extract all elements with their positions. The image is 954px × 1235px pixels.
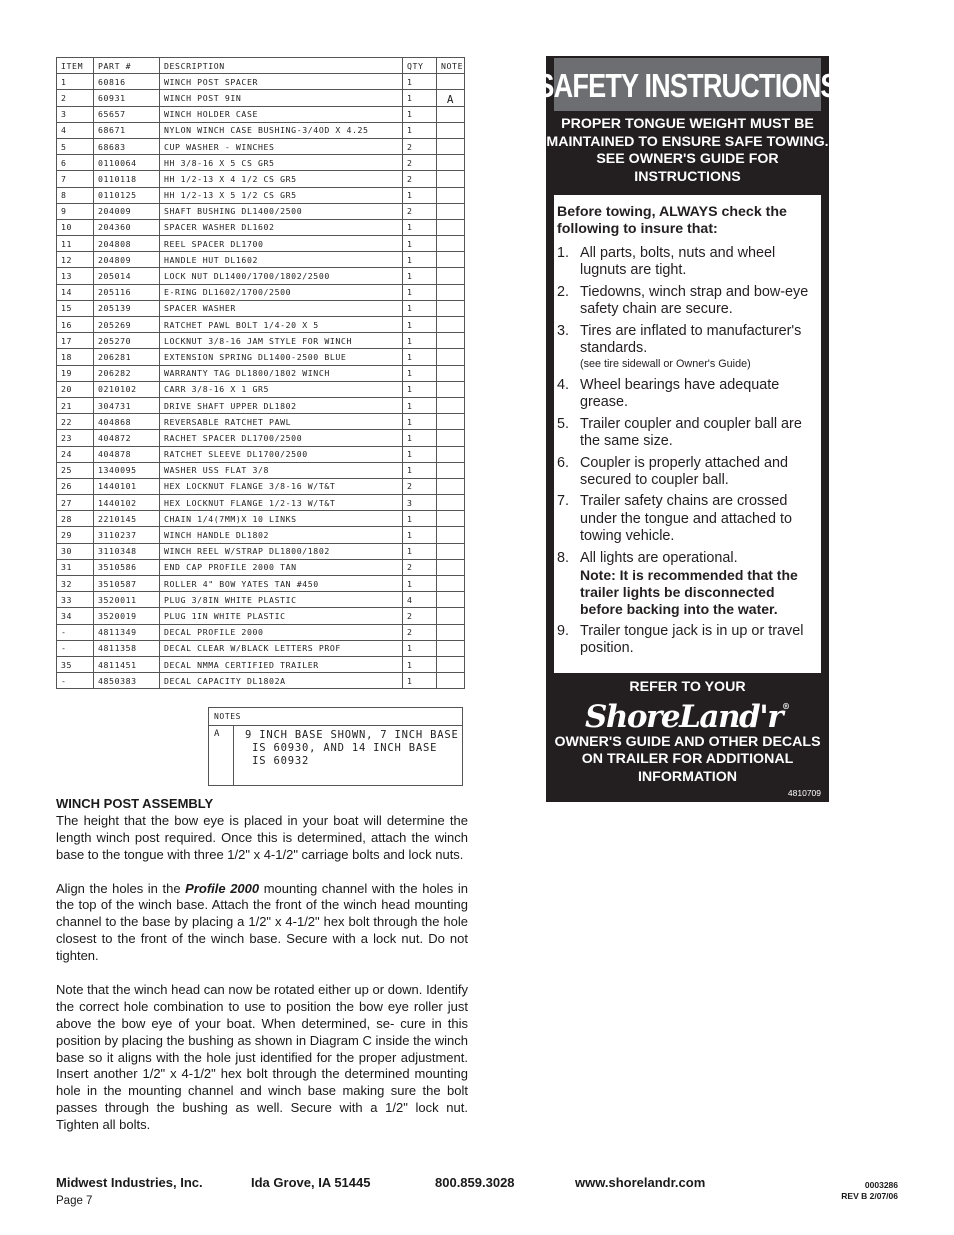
cell-note <box>437 122 465 138</box>
cell-item: 32 <box>57 576 94 592</box>
cell-note <box>437 106 465 122</box>
table-row <box>57 397 465 413</box>
cell-note <box>437 624 465 640</box>
table-row <box>57 90 465 106</box>
note-key: A <box>209 726 234 785</box>
cell-description: HEX LOCKNUT FLANGE 1/2-13 W/T&T <box>160 495 403 511</box>
cell-part-number: 1340095 <box>94 462 160 478</box>
checklist-item <box>554 323 821 372</box>
cell-qty: 1 <box>403 430 437 446</box>
cell-item: 14 <box>57 284 94 300</box>
cell-item: 15 <box>57 300 94 316</box>
checklist-number: 9. <box>557 622 570 639</box>
checklist-text: Coupler is properly attached and secured to coupler ball. <box>580 454 788 488</box>
cell-item: 23 <box>57 430 94 446</box>
checklist-item <box>554 623 821 657</box>
table-row <box>57 543 465 559</box>
cell-qty: 1 <box>403 106 437 122</box>
table-row <box>57 171 465 187</box>
cell-qty: 1 <box>403 527 437 543</box>
cell-description: CHAIN 1/4(7MM)X 10 LINKS <box>160 511 403 527</box>
shorelandr-logo <box>546 699 829 735</box>
checklist-number: 5. <box>557 415 570 432</box>
cell-part-number: 205139 <box>94 300 160 316</box>
cell-note <box>437 414 465 430</box>
cell-part-number: 205269 <box>94 317 160 333</box>
cell-note <box>437 495 465 511</box>
section-heading: WINCH POST ASSEMBLY <box>56 796 214 811</box>
table-row <box>57 624 465 640</box>
checklist-number: 2. <box>557 283 570 300</box>
column-header-part-number: PART # <box>94 58 160 74</box>
cell-part-number: 204360 <box>94 219 160 235</box>
parts-table-header-row <box>57 58 465 74</box>
cell-description: WINCH HANDLE DL1802 <box>160 527 403 543</box>
decal-title: SAFETY INSTRUCTIONS <box>536 66 838 104</box>
cell-item: 35 <box>57 656 94 672</box>
cell-qty: 1 <box>403 446 437 462</box>
cell-qty: 1 <box>403 187 437 203</box>
table-row <box>57 495 465 511</box>
footer-company: Midwest Industries, Inc. <box>56 1175 203 1190</box>
cell-item: 30 <box>57 543 94 559</box>
cell-item: 3 <box>57 106 94 122</box>
table-row <box>57 559 465 575</box>
cell-part-number: 206282 <box>94 365 160 381</box>
cell-note <box>437 656 465 672</box>
cell-part-number: 3510586 <box>94 559 160 575</box>
column-header-qty: QTY <box>403 58 437 74</box>
table-row <box>57 365 465 381</box>
cell-note <box>437 397 465 413</box>
cell-description: CARR 3/8-16 X 1 GR5 <box>160 381 403 397</box>
cell-part-number: 205270 <box>94 333 160 349</box>
table-row <box>57 673 465 689</box>
cell-qty: 1 <box>403 656 437 672</box>
cell-item: 20 <box>57 381 94 397</box>
cell-part-number: 4811358 <box>94 640 160 656</box>
table-row <box>57 300 465 316</box>
cell-description: DRIVE SHAFT UPPER DL1802 <box>160 397 403 413</box>
table-row <box>57 155 465 171</box>
owners-guide-text: OWNER'S GUIDE AND OTHER DECALS ON TRAILER FOR ADDITIONAL INFORMATION <box>554 734 821 785</box>
cell-note <box>437 317 465 333</box>
cell-qty: 1 <box>403 397 437 413</box>
cell-note <box>437 155 465 171</box>
cell-item: 25 <box>57 462 94 478</box>
cell-description: RATCHET PAWL BOLT 1/4-20 X 5 <box>160 317 403 333</box>
cell-item: 16 <box>57 317 94 333</box>
table-row <box>57 511 465 527</box>
product-name: Profile 2000 <box>185 880 260 896</box>
checklist-text: Trailer coupler and coupler ball are the same size. <box>580 415 802 449</box>
cell-note <box>437 543 465 559</box>
cell-item: 7 <box>57 171 94 187</box>
cell-item: - <box>57 640 94 656</box>
cell-item: 11 <box>57 236 94 252</box>
cell-description: EXTENSION SPRING DL1400-2500 BLUE <box>160 349 403 365</box>
cell-item: - <box>57 673 94 689</box>
cell-part-number: 4850383 <box>94 673 160 689</box>
cell-item: 27 <box>57 495 94 511</box>
cell-note <box>437 187 465 203</box>
footer-city: Ida Grove, IA 51445 <box>251 1175 371 1190</box>
paragraph-3: Note that the winch head can now be rotated either up or down. Identify the correct hole combination to use to position the bow eye roller just above the bow eye of your boat. When determined, se- cure in this position by placing the bushing as shown in Diagram C inside the winch base so it aligns with the hole just identified for the proper adjustment. Insert another 1/2" x 4-1/2" hex bolt through the determined mounting hole in the mounting channel and winch base making sure the bolt passes through the bushing as well. Secure with a 1/2" lock nut. Tighten all bolts. <box>56 981 468 1133</box>
cell-note: A <box>437 90 465 106</box>
cell-qty: 2 <box>403 624 437 640</box>
cell-note <box>437 673 465 689</box>
cell-part-number: 2210145 <box>94 511 160 527</box>
cell-part-number: 4811349 <box>94 624 160 640</box>
table-row <box>57 608 465 624</box>
cell-qty: 2 <box>403 171 437 187</box>
safety-instructions-decal <box>536 56 838 802</box>
cell-note <box>437 446 465 462</box>
cell-item: 10 <box>57 219 94 235</box>
checklist-item <box>554 455 821 489</box>
cell-part-number: 68671 <box>94 122 160 138</box>
cell-description: RACHET SPACER DL1700/2500 <box>160 430 403 446</box>
checklist-text: Tiedowns, winch strap and bow-eye safety chain are secure. <box>580 283 809 318</box>
cell-description: NYLON WINCH CASE BUSHING-3/4OD X 4.25 <box>160 122 403 138</box>
cell-part-number: 404878 <box>94 446 160 462</box>
cell-description: WASHER USS FLAT 3/8 <box>160 462 403 478</box>
paragraph-1: The height that the bow eye is placed in your boat will determine the length winch post required. Once this is determined, attach the winch base to the tongue with three 1/2" x 4-1/2" carriage bolts and lock nuts. <box>56 812 468 862</box>
cell-qty: 2 <box>403 138 437 154</box>
registered-mark: ® <box>782 701 791 711</box>
cell-note <box>437 511 465 527</box>
checklist-text: Tires are inflated to manufacturer's standards. <box>580 322 802 357</box>
cell-note <box>437 171 465 187</box>
cell-description: DECAL NMMA CERTIFIED TRAILER <box>160 656 403 672</box>
cell-note <box>437 559 465 575</box>
cell-item: 28 <box>57 511 94 527</box>
cell-note <box>437 349 465 365</box>
cell-description: HEX LOCKNUT FLANGE 3/8-16 W/T&T <box>160 478 403 494</box>
cell-part-number: 3520011 <box>94 592 160 608</box>
table-row <box>57 381 465 397</box>
checklist-intro: Before towing, ALWAYS check the following to insure that: <box>557 204 787 238</box>
table-row <box>57 592 465 608</box>
cell-part-number: 404868 <box>94 414 160 430</box>
checklist-item <box>554 377 821 411</box>
cell-item: - <box>57 624 94 640</box>
table-row <box>57 462 465 478</box>
cell-description: PLUG 3/8IN WHITE PLASTIC <box>160 592 403 608</box>
cell-qty: 1 <box>403 333 437 349</box>
cell-note <box>437 74 465 90</box>
table-row <box>57 122 465 138</box>
cell-note <box>437 608 465 624</box>
table-row <box>57 349 465 365</box>
parts-table-body <box>57 74 465 689</box>
cell-item: 13 <box>57 268 94 284</box>
table-row <box>57 656 465 672</box>
cell-item: 29 <box>57 527 94 543</box>
cell-description: E-RING DL1602/1700/2500 <box>160 284 403 300</box>
cell-qty: 1 <box>403 462 437 478</box>
cell-part-number: 3520019 <box>94 608 160 624</box>
cell-part-number: 404872 <box>94 430 160 446</box>
column-header-note: NOTE <box>437 58 465 74</box>
cell-qty: 3 <box>403 495 437 511</box>
checklist-number: 7. <box>557 493 570 510</box>
cell-qty: 1 <box>403 122 437 138</box>
cell-note <box>437 576 465 592</box>
cell-description: WINCH POST SPACER <box>160 74 403 90</box>
document-number: 0003286 <box>864 1180 898 1190</box>
table-row <box>57 138 465 154</box>
cell-qty: 1 <box>403 365 437 381</box>
checklist-number: 4. <box>557 376 570 393</box>
cell-description: DECAL CLEAR W/BLACK LETTERS PROF <box>160 640 403 656</box>
table-row <box>57 187 465 203</box>
cell-note <box>437 333 465 349</box>
cell-item: 12 <box>57 252 94 268</box>
checklist-item <box>554 493 821 545</box>
notes-header: NOTES <box>209 708 462 726</box>
notes-row <box>209 726 462 785</box>
cell-item: 31 <box>57 559 94 575</box>
cell-item: 34 <box>57 608 94 624</box>
cell-note <box>437 640 465 656</box>
checklist-number: 1. <box>557 245 570 261</box>
cell-note <box>437 527 465 543</box>
paragraph-2 <box>56 881 468 966</box>
checklist-number: 6. <box>557 454 570 471</box>
cell-note <box>437 478 465 494</box>
checklist <box>554 245 821 662</box>
cell-qty: 1 <box>403 284 437 300</box>
cell-part-number: 1440102 <box>94 495 160 511</box>
cell-qty: 1 <box>403 414 437 430</box>
cell-description: SHAFT BUSHING DL1400/2500 <box>160 203 403 219</box>
cell-description: WINCH REEL W/STRAP DL1800/1802 <box>160 543 403 559</box>
checklist-number: 8. <box>557 549 570 566</box>
cell-qty: 1 <box>403 576 437 592</box>
checklist-subtext: (see tire sidewall or Owner's Guide) <box>580 358 751 371</box>
checklist-item <box>554 416 821 450</box>
checklist-text: All lights are operational. <box>580 549 738 566</box>
cell-qty: 2 <box>403 608 437 624</box>
cell-qty: 1 <box>403 268 437 284</box>
cell-part-number: 1440101 <box>94 478 160 494</box>
cell-note <box>437 462 465 478</box>
cell-note <box>437 365 465 381</box>
cell-item: 24 <box>57 446 94 462</box>
table-row <box>57 236 465 252</box>
cell-qty: 2 <box>403 155 437 171</box>
cell-part-number: 304731 <box>94 397 160 413</box>
cell-part-number: 205014 <box>94 268 160 284</box>
cell-qty: 2 <box>403 203 437 219</box>
cell-description: HH 1/2-13 X 4 1/2 CS GR5 <box>160 171 403 187</box>
checklist-text: All parts, bolts, nuts and wheel lugnuts are tight. <box>580 245 776 279</box>
cell-qty: 1 <box>403 640 437 656</box>
cell-part-number: 0110125 <box>94 187 160 203</box>
cell-note <box>437 138 465 154</box>
cell-description: HANDLE HUT DL1602 <box>160 252 403 268</box>
winch-post-assembly-section <box>56 796 468 1134</box>
checklist-item <box>554 284 821 318</box>
cell-description: WARRANTY TAG DL1800/1802 WINCH <box>160 365 403 381</box>
cell-item: 17 <box>57 333 94 349</box>
paragraph-2-end: mounting channel with the holes in the top of the winch base. Attach the front of the winch head mounting channel to the base by placing a 1/2" x 4-1/2" hex bolt through the hole closest to the front of the winch base. Secure with a lock nut. Do not tighten. <box>56 880 468 964</box>
cell-qty: 1 <box>403 219 437 235</box>
cell-item: 18 <box>57 349 94 365</box>
cell-part-number: 3110348 <box>94 543 160 559</box>
cell-description: WINCH HOLDER CASE <box>160 106 403 122</box>
checklist-item <box>554 245 821 279</box>
cell-part-number: 60816 <box>94 74 160 90</box>
cell-part-number: 0110064 <box>94 155 160 171</box>
cell-description: PLUG 1IN WHITE PLASTIC <box>160 608 403 624</box>
cell-description: REVERSABLE RATCHET PAWL <box>160 414 403 430</box>
cell-part-number: 204009 <box>94 203 160 219</box>
cell-part-number: 4811451 <box>94 656 160 672</box>
table-row <box>57 414 465 430</box>
table-row <box>57 333 465 349</box>
cell-description: SPACER WASHER <box>160 300 403 316</box>
cell-description: RATCHET SLEEVE DL1700/2500 <box>160 446 403 462</box>
cell-qty: 1 <box>403 300 437 316</box>
cell-item: 4 <box>57 122 94 138</box>
table-row <box>57 317 465 333</box>
page-number: Page 7 <box>56 1195 93 1207</box>
cell-description: DECAL CAPACITY DL1802A <box>160 673 403 689</box>
cell-description: HH 1/2-13 X 5 1/2 CS GR5 <box>160 187 403 203</box>
cell-note <box>437 592 465 608</box>
cell-part-number: 65657 <box>94 106 160 122</box>
checklist-note: Note: It is recommended that the trailer lights be disconnected before backing into the water. <box>580 566 798 618</box>
table-row <box>57 106 465 122</box>
checklist-text: Trailer tongue jack is in up or travel position. <box>580 622 804 657</box>
column-header-description: DESCRIPTION <box>160 58 403 74</box>
checklist-panel <box>554 195 821 673</box>
table-row <box>57 430 465 446</box>
cell-description: END CAP PROFILE 2000 TAN <box>160 559 403 575</box>
cell-note <box>437 381 465 397</box>
parts-list-table <box>56 57 465 689</box>
footer-website: www.shorelandr.com <box>575 1175 706 1190</box>
refer-text: REFER TO YOUR <box>629 679 746 695</box>
cell-qty: 1 <box>403 236 437 252</box>
cell-note <box>437 252 465 268</box>
table-row <box>57 203 465 219</box>
table-row <box>57 478 465 494</box>
cell-item: 6 <box>57 155 94 171</box>
logo-text: ShoreLand'r <box>584 699 783 735</box>
cell-item: 22 <box>57 414 94 430</box>
cell-part-number: 206281 <box>94 349 160 365</box>
cell-description: WINCH POST 9IN <box>160 90 403 106</box>
cell-description: CUP WASHER - WINCHES <box>160 138 403 154</box>
cell-description: REEL SPACER DL1700 <box>160 236 403 252</box>
cell-part-number: 0210102 <box>94 381 160 397</box>
cell-qty: 4 <box>403 592 437 608</box>
cell-item: 26 <box>57 478 94 494</box>
checklist-item <box>554 550 821 619</box>
checklist-number: 3. <box>557 322 570 339</box>
table-row <box>57 576 465 592</box>
decal-part-code: 4810709 <box>787 788 821 798</box>
cell-qty: 1 <box>403 511 437 527</box>
cell-part-number: 0110118 <box>94 171 160 187</box>
cell-note <box>437 284 465 300</box>
cell-description: ROLLER 4" BOW YATES TAN #450 <box>160 576 403 592</box>
cell-qty: 2 <box>403 478 437 494</box>
cell-item: 1 <box>57 74 94 90</box>
table-row <box>57 284 465 300</box>
cell-qty: 2 <box>403 559 437 575</box>
table-row <box>57 640 465 656</box>
cell-part-number: 3110237 <box>94 527 160 543</box>
footer-phone: 800.859.3028 <box>435 1175 515 1190</box>
table-row <box>57 527 465 543</box>
cell-item: 8 <box>57 187 94 203</box>
cell-part-number: 60931 <box>94 90 160 106</box>
cell-note <box>437 219 465 235</box>
cell-item: 2 <box>57 90 94 106</box>
table-row <box>57 268 465 284</box>
cell-qty: 1 <box>403 673 437 689</box>
tongue-weight-warning: PROPER TONGUE WEIGHT MUST BE MAINTAINED TO ENSURE SAFE TOWING. SEE OWNER'S GUIDE FOR INSTRUCTIONS <box>546 116 829 185</box>
cell-description: LOCKNUT 3/8-16 JAM STYLE FOR WINCH <box>160 333 403 349</box>
cell-item: 5 <box>57 138 94 154</box>
checklist-text: Trailer safety chains are crossed under the tongue and attached to towing vehicle. <box>580 493 793 544</box>
table-row <box>57 252 465 268</box>
revision-date: REV B 2/07/06 <box>841 1191 898 1201</box>
table-row <box>57 219 465 235</box>
cell-note <box>437 300 465 316</box>
cell-qty: 1 <box>403 381 437 397</box>
cell-qty: 1 <box>403 74 437 90</box>
cell-item: 9 <box>57 203 94 219</box>
column-header-item: ITEM <box>57 58 94 74</box>
cell-note <box>437 268 465 284</box>
cell-part-number: 205116 <box>94 284 160 300</box>
cell-qty: 1 <box>403 543 437 559</box>
cell-note <box>437 430 465 446</box>
table-row <box>57 446 465 462</box>
cell-item: 21 <box>57 397 94 413</box>
cell-description: DECAL PROFILE 2000 <box>160 624 403 640</box>
paragraph-2-start: Align the holes in the <box>56 880 186 896</box>
cell-description: SPACER WASHER DL1602 <box>160 219 403 235</box>
cell-qty: 1 <box>403 317 437 333</box>
cell-note <box>437 203 465 219</box>
cell-description: LOCK NUT DL1400/1700/1802/2500 <box>160 268 403 284</box>
cell-part-number: 68683 <box>94 138 160 154</box>
cell-part-number: 204809 <box>94 252 160 268</box>
cell-qty: 1 <box>403 252 437 268</box>
cell-qty: 1 <box>403 349 437 365</box>
notes-box <box>208 707 463 786</box>
cell-note <box>437 236 465 252</box>
cell-item: 19 <box>57 365 94 381</box>
table-row <box>57 74 465 90</box>
checklist-text: Wheel bearings have adequate grease. <box>580 376 780 410</box>
note-text: 9 INCH BASE SHOWN, 7 INCH BASE IS 60930, AND 14 INCH BASE IS 60932 <box>245 729 459 767</box>
cell-description: HH 3/8-16 X 5 CS GR5 <box>160 155 403 171</box>
cell-part-number: 204808 <box>94 236 160 252</box>
cell-qty: 1 <box>403 90 437 106</box>
cell-part-number: 3510587 <box>94 576 160 592</box>
cell-item: 33 <box>57 592 94 608</box>
